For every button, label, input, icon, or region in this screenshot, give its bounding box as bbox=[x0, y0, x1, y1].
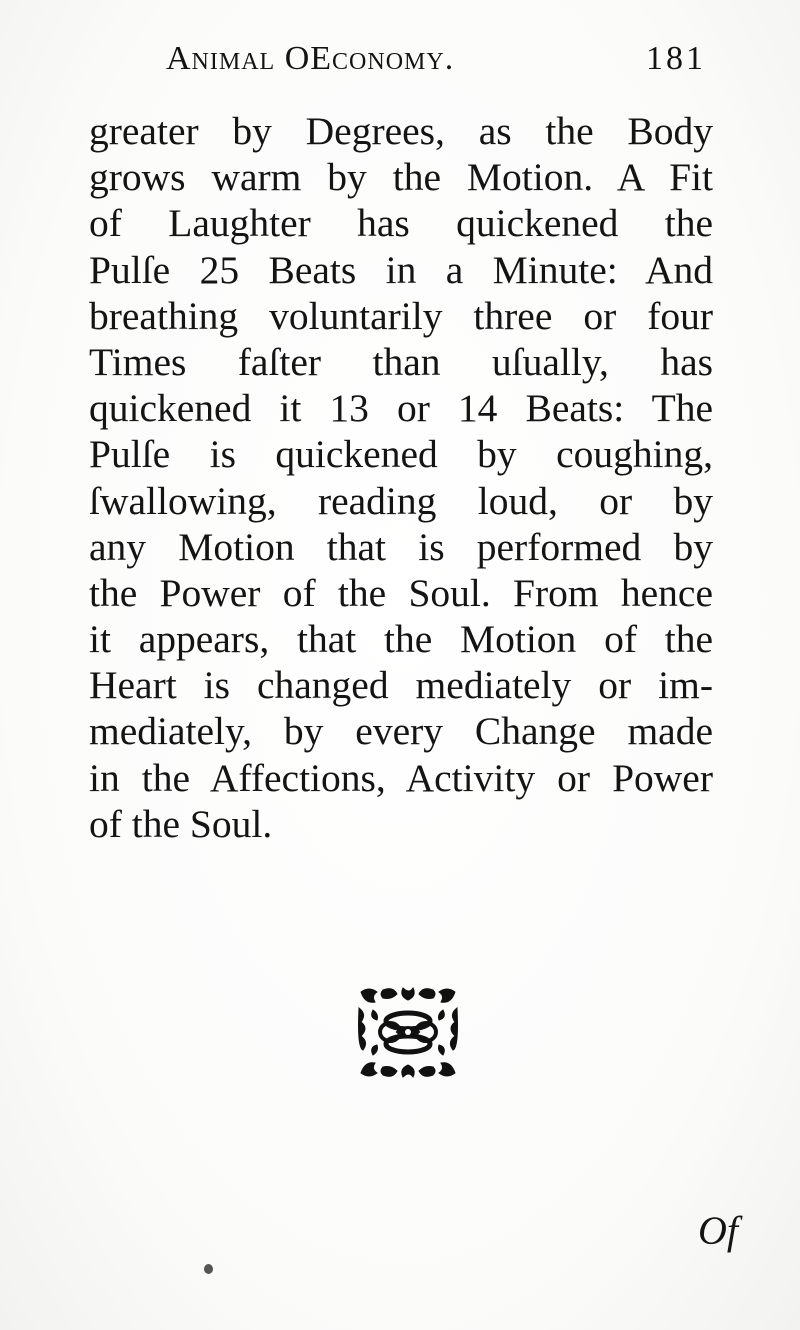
text-line: the Power of the Soul. From hence bbox=[89, 570, 713, 615]
text-line: grows warm by the Motion. A Fit bbox=[89, 155, 713, 200]
ink-speck bbox=[204, 1264, 213, 1274]
body-text bbox=[89, 108, 713, 847]
running-head bbox=[166, 40, 706, 90]
text-line-last: of the Soul. bbox=[89, 801, 273, 846]
text-line: quickened it 13 or 14 Beats: The bbox=[89, 386, 713, 431]
text-line: greater by Degrees, as the Body bbox=[89, 109, 713, 153]
text-line: Times faſter than uſually, has bbox=[89, 339, 713, 384]
text-line: Pulſe 25 Beats in a Minute: And bbox=[89, 247, 713, 292]
text-line: Pulſe is quickened by coughing, bbox=[89, 432, 713, 477]
catchword: Of bbox=[698, 1208, 738, 1253]
page-number: 181 bbox=[646, 40, 706, 77]
text-line: ſwallowing, reading loud, or by bbox=[89, 478, 713, 523]
text-line: breathing voluntarily three or four bbox=[89, 293, 713, 338]
text-line: it appears, that the Motion of the bbox=[89, 617, 713, 662]
floral-printers-ornament-icon bbox=[357, 986, 459, 1079]
text-line: of Laughter has quickened the bbox=[89, 201, 713, 246]
text-line: any Motion that is performed by bbox=[89, 524, 713, 569]
text-line: mediately, by every Change made bbox=[89, 709, 713, 754]
running-head-title: Animal OEconomy. bbox=[166, 40, 455, 77]
text-line: Heart is changed mediately or im- bbox=[89, 663, 713, 708]
text-line: in the Affections, Activity or Power bbox=[89, 755, 713, 800]
